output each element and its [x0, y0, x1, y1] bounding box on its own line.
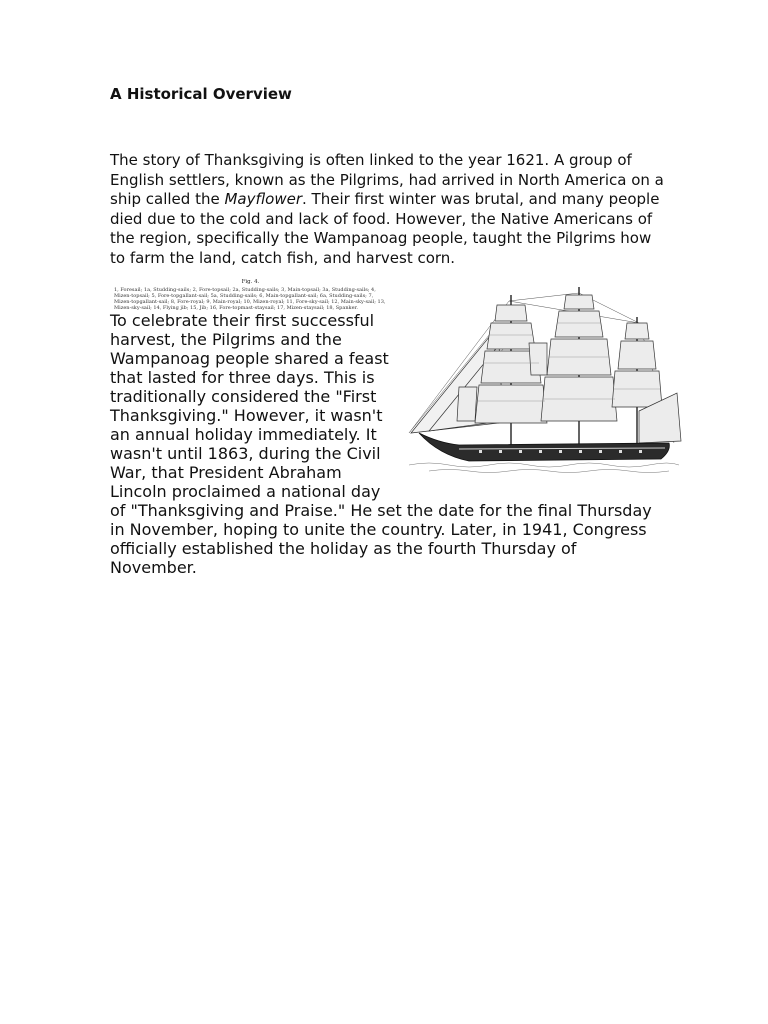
ship-figure	[399, 283, 685, 488]
paragraph-1-text-b: . Their first winter was brutal, and many people died due to the cold and lack of food. However, the Native Americans of the region, specifically the Wampanoag people, taught the Pilgrims how to farm the land, catch fish, and harvest corn.	[110, 190, 660, 267]
figure-label: Fig. 4.	[241, 278, 260, 285]
sailing-ship-illustration	[399, 283, 685, 488]
paragraph-1	[110, 151, 665, 269]
ship-name: Mayflower	[224, 190, 303, 209]
page-title: A Historical Overview	[110, 85, 292, 103]
paragraph-1-text-a: The story of Thanksgiving is often linked to the year 1621. A group of English settlers, known as the Pilgrims, had arrived in North America on a ship called the	[110, 151, 664, 209]
paragraph-2-text: To celebrate their first successful harvest, the Pilgrims and the Wampanoag people shared a feast that lasted for three days. This is traditionally considered the "First Thanksgiving." However, it wasn't an annual holiday immediately. It wasn't until 1863, during the Civil War, that President Abraham Lincoln proclaimed a national day of "Thanksgiving and Praise." He set the date for the final Thursday in November, hoping to unite the country. Later, in 1941, Congress officially established the holiday as the fourth Thursday of November.	[110, 310, 652, 577]
document-page	[110, 82, 665, 593]
figure-caption: 1, Foresail; 1a, Studding-sails; 2, Fore-topsail; 2a, Studding-sails; 3, Main-topsail; 3a, Studding-sails; 4, Mizen-topsail; 5, Fore-topgallant-sail; 5a, Studding-sails; 6, Main-topgallant-sail; 6a, Studding-sails; 7, Mizen-topgallant-sail; 8, Fore-royal; 9, Main-royal; 10, Mizen-royal; 11, Fore-sky-sail; 12, Main-sky-sail; 13, Mizen-sky-sail; 14, Flying jib; 15, Jib; 16, Fore-topmast-staysail; 17, Mizen-staysail; 18, Spanker.	[114, 286, 386, 311]
